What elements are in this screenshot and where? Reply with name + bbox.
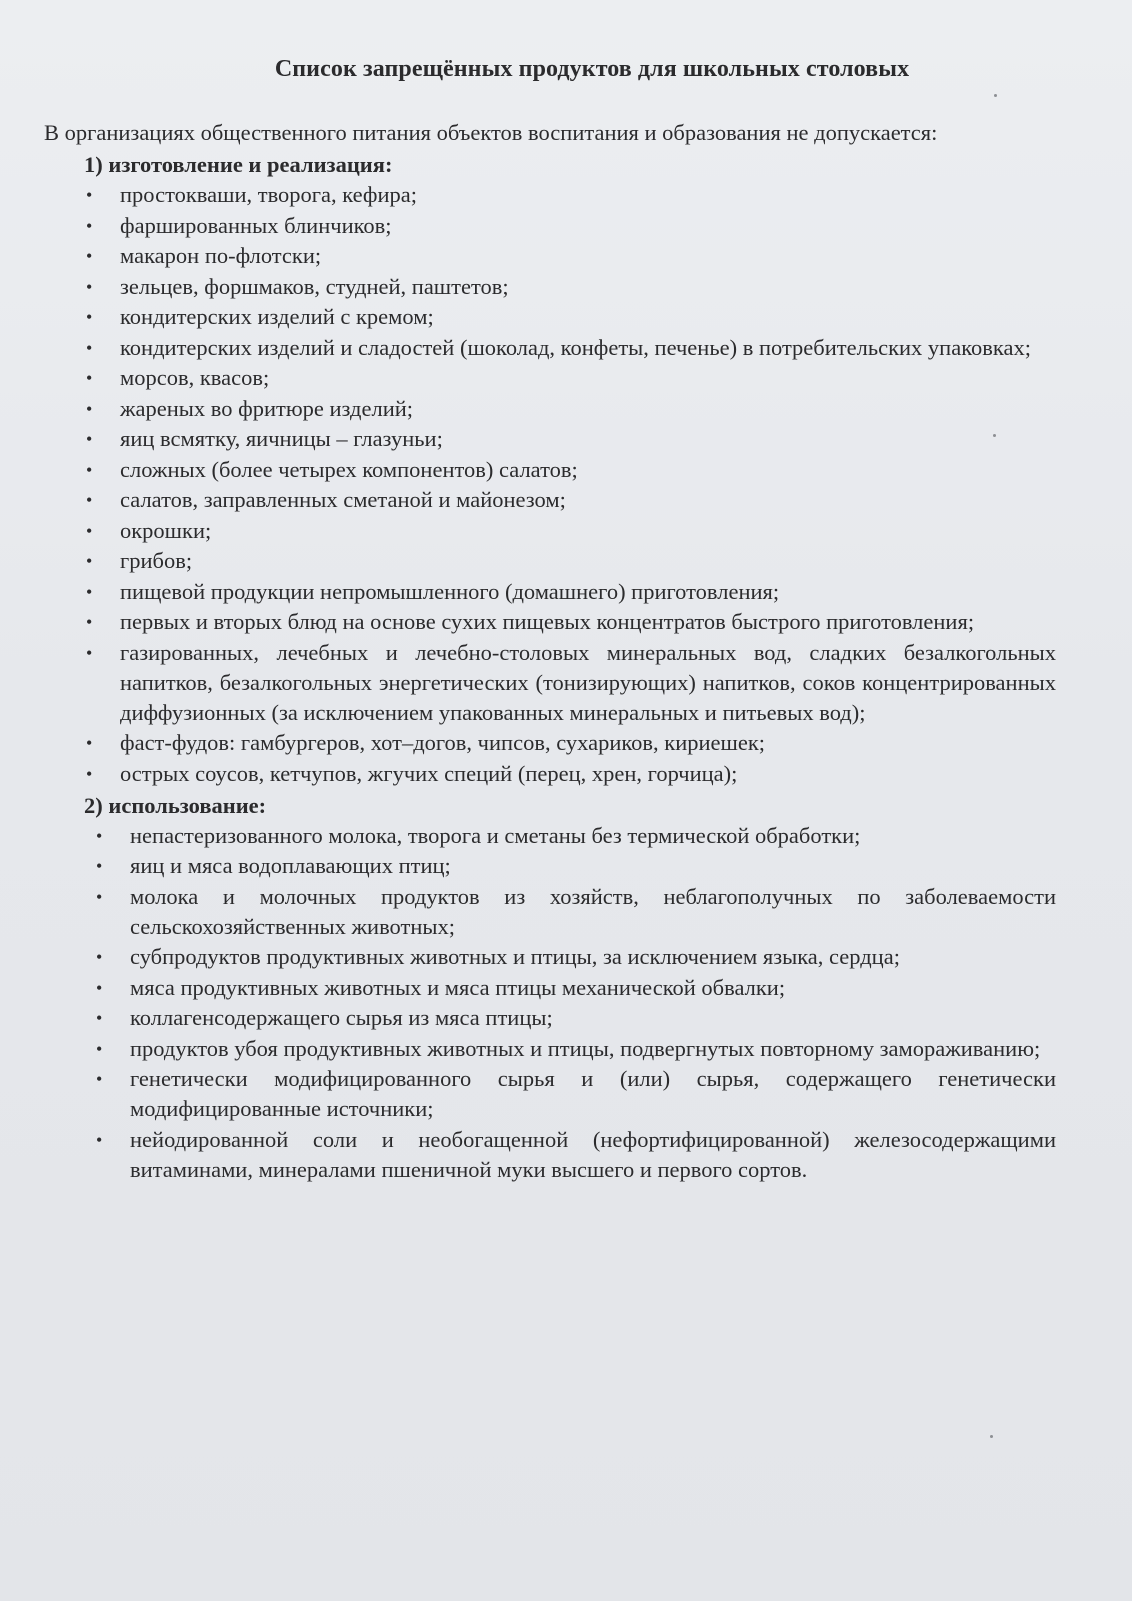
list-item: • зельцев, форшмаков, студней, паштетов; <box>44 272 1056 302</box>
list-item: • фаршированных блинчиков; <box>44 211 1056 241</box>
document-title: Список запрещённых продуктов для школьных столовых <box>274 56 910 82</box>
intro-paragraph: В организациях общественного питания объектов воспитания и образования не допускается: <box>44 120 938 145</box>
list-item: • нейодированной соли и необогащенной (нефортифицированной) железосодержащими витаминами, минералами пшеничной муки высшего и первого сортов. <box>44 1125 1056 1185</box>
list-item: • окрошки; <box>44 516 1056 546</box>
list-item: • газированных, лечебных и лечебно-столовых минеральных вод, сладких безалкогольных напитков, безалкогольных энергетических (тонизирующих) напитков, соков концентрированных диффузионных (за исключением упакованных минеральных и питьевых вод); <box>44 638 1056 728</box>
list-item: • генетически модифицированного сырья и (или) сырья, содержащего генетически модифицированные источники; <box>44 1064 1056 1124</box>
list-item: • яиц и мяса водоплавающих птиц; <box>44 851 1056 881</box>
section-2-list <box>44 821 1056 1185</box>
section-2-heading: 2) использование: <box>84 792 267 818</box>
list-item: • острых соусов, кетчупов, жгучих специй (перец, хрен, горчица); <box>44 759 1056 789</box>
list-item: • субпродуктов продуктивных животных и птицы, за исключением языка, сердца; <box>44 942 1056 972</box>
list-item: • первых и вторых блюд на основе сухих пищевых концентратов быстрого приготовления; <box>44 607 1056 637</box>
list-item: • грибов; <box>44 546 1056 576</box>
list-item: • простокваши, творога, кефира; <box>44 180 1056 210</box>
list-item: • непастеризованного молока, творога и сметаны без термической обработки; <box>44 821 1056 851</box>
list-item: • коллагенсодержащего сырья из мяса птицы; <box>44 1003 1056 1033</box>
section-1-heading: 1) изготовление и реализация: <box>84 152 393 177</box>
paper-speck <box>990 1435 993 1438</box>
list-item: • молока и молочных продуктов из хозяйств, неблагополучных по заболеваемости сельскохозяйственных животных; <box>44 882 1056 942</box>
list-item: • салатов, заправленных сметаной и майонезом; <box>44 485 1056 515</box>
list-item: • мяса продуктивных животных и мяса птицы механической обвалки; <box>44 973 1056 1003</box>
paper-speck <box>994 94 997 97</box>
list-item: • фаст-фудов: гамбургеров, хот–догов, чипсов, сухариков, кириешек; <box>44 728 1056 758</box>
list-item: • пищевой продукции непромышленного (домашнего) приготовления; <box>44 577 1056 607</box>
list-item: • сложных (более четырех компонентов) салатов; <box>44 455 1056 485</box>
list-item: • жареных во фритюре изделий; <box>44 394 1056 424</box>
section-1-list <box>44 180 1056 789</box>
list-item: • морсов, квасов; <box>44 363 1056 393</box>
list-item: • яиц всмятку, яичницы – глазуньи; <box>44 424 1056 454</box>
list-item: • кондитерских изделий и сладостей (шоколад, конфеты, печенье) в потребительских упаковках; <box>44 333 1056 363</box>
list-item: • кондитерских изделий с кремом; <box>44 302 1056 332</box>
list-item: • продуктов убоя продуктивных животных и птицы, подвергнутых повторному замораживанию; <box>44 1034 1056 1064</box>
list-item: • макарон по-флотски; <box>44 241 1056 271</box>
